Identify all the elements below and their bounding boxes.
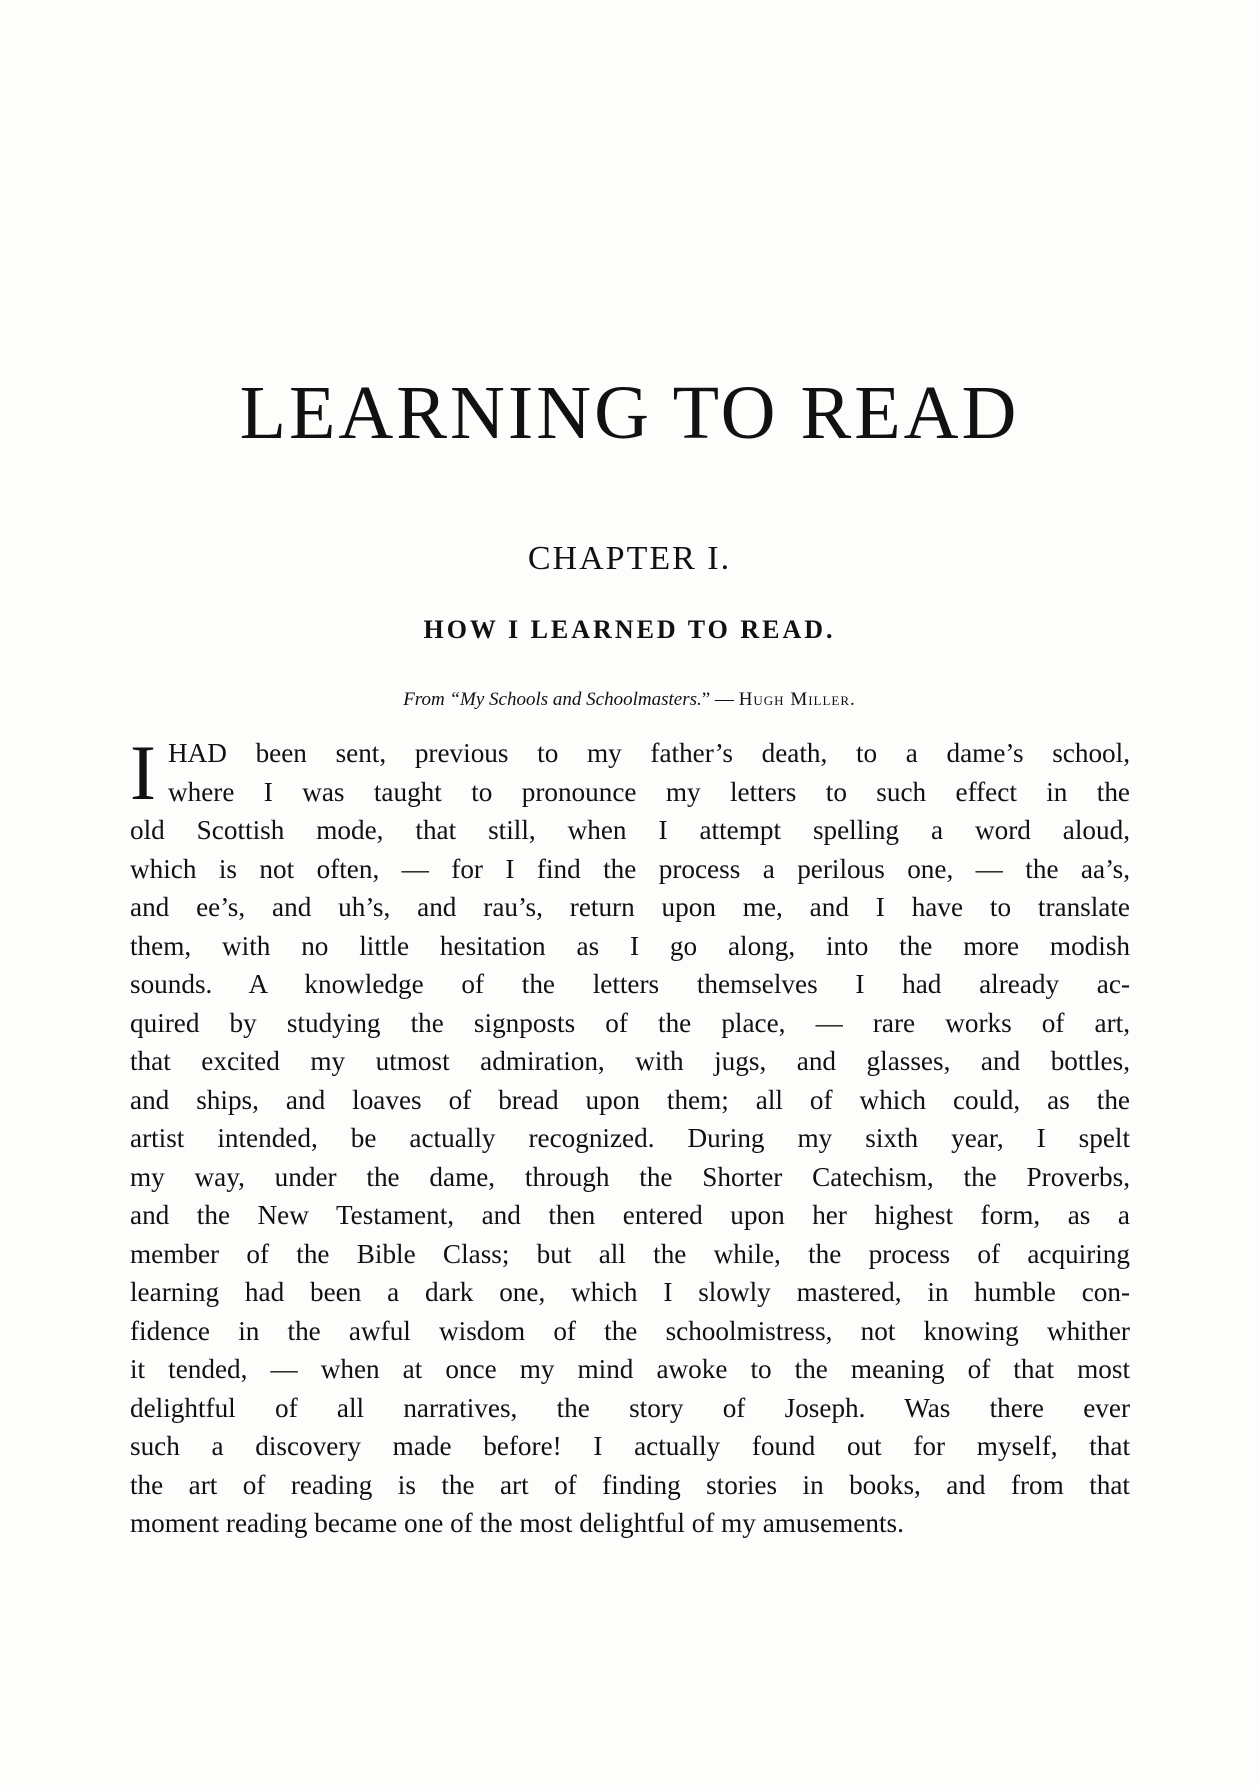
- body-text: [130, 729, 1130, 1543]
- attribution: [0, 690, 1259, 709]
- body-line: and ships, and loaves of bread upon them; all of which could, as the: [130, 1084, 1130, 1115]
- body-line: that excited my utmost admiration, with jugs, and glasses, and bottles,: [130, 1046, 1130, 1076]
- body-line: where I was taught to pronounce my letters to such effect in the: [167, 776, 1130, 807]
- chapter-heading: CHAPTER I.: [527, 540, 732, 577]
- body-line: and the New Testament, and then entered upon her highest form, as a: [130, 1200, 1130, 1230]
- drop-cap: I: [130, 729, 156, 816]
- chapter-title: HOW I LEARNED TO READ.: [423, 615, 836, 644]
- body-line: old Scottish mode, that still, when I attempt spelling a word aloud,: [130, 815, 1130, 845]
- attribution-suffix: ” —: [701, 689, 739, 710]
- body-line: it tended, — when at once my mind awoke to the meaning of that most: [130, 1354, 1130, 1384]
- body-line: which is not often, — for I find the process a perilous one, — the aa’s,: [130, 853, 1130, 884]
- body-line: them, with no little hesitation as I go along, into the more modish: [130, 930, 1130, 961]
- body-line: delightful of all narratives, the story of Joseph. Was there ever: [130, 1392, 1130, 1423]
- body-line: and ee’s, and uh’s, and rau’s, return upon me, and I have to translate: [130, 892, 1130, 922]
- body-line: my way, under the dame, through the Shorter Catechism, the Proverbs,: [130, 1161, 1130, 1192]
- attribution-source: My Schools and Schoolmasters.: [460, 689, 702, 710]
- body-line: learning had been a dark one, which I slowly mastered, in humble con-: [130, 1277, 1130, 1307]
- body-line: artist intended, be actually recognized. During my sixth year, I spelt: [130, 1123, 1130, 1153]
- body-line: HAD been sent, previous to my father’s death, to a dame’s school,: [167, 738, 1130, 768]
- body-line: fidence in the awful wisdom of the schoolmistress, not knowing whither: [130, 1315, 1130, 1346]
- body-line: sounds. A knowledge of the letters themselves I had already ac-: [130, 969, 1130, 999]
- attribution-author: Hugh Miller.: [738, 689, 856, 710]
- book-title: LEARNING TO READ: [239, 371, 1020, 455]
- body-line: quired by studying the signposts of the place, — rare works of art,: [130, 1007, 1130, 1038]
- attribution-prefix: From “: [403, 689, 461, 710]
- body-line: member of the Bible Class; but all the while, the process of acquiring: [130, 1238, 1130, 1269]
- body-line: the art of reading is the art of finding stories in books, and from that: [130, 1469, 1130, 1500]
- body-line: such a discovery made before! I actually found out for myself, that: [130, 1431, 1130, 1461]
- body-line: moment reading became one of the most delightful of my amusements.: [130, 1508, 904, 1538]
